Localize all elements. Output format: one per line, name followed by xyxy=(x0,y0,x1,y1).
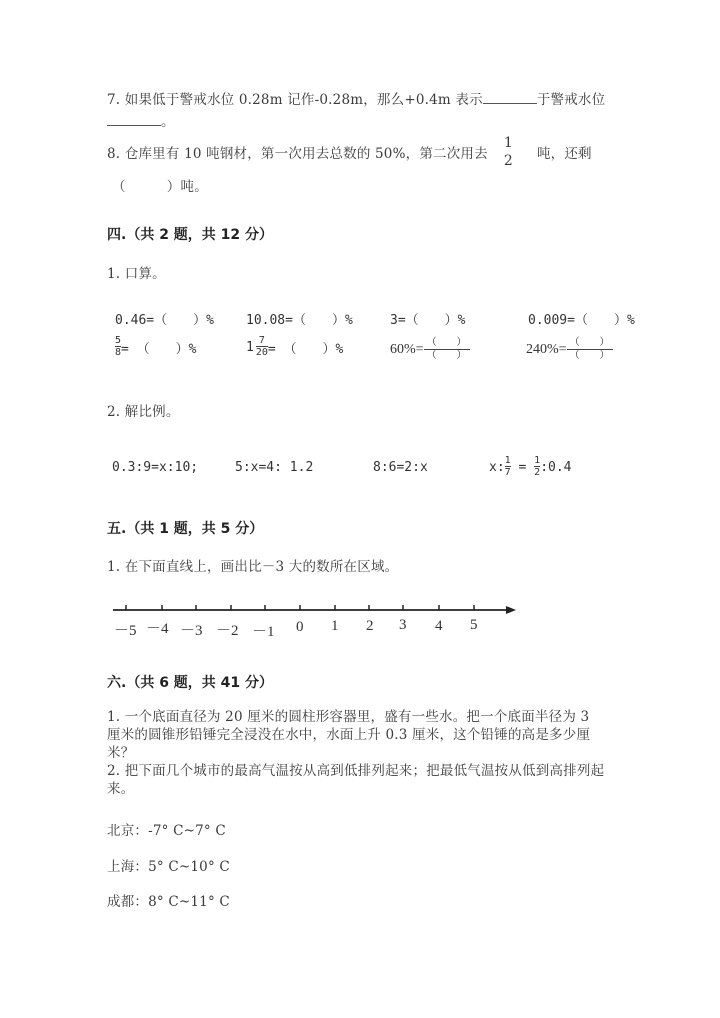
s4-q1-title: 1. 口算。 xyxy=(107,266,166,282)
nl-label-3: 3 xyxy=(399,617,407,633)
city-name: 北京： xyxy=(107,823,149,839)
q7-text-c: 。 xyxy=(161,114,175,130)
frac-den: 7 xyxy=(504,467,511,478)
proportion-item-2: 5:x=4: 1.2 xyxy=(235,460,314,475)
nl-label-5: 5 xyxy=(470,617,478,633)
section-5-heading: 五.（共 1 题，共 5 分） xyxy=(107,521,264,537)
proportion-item-1: 0.3:9=x:10; xyxy=(112,460,199,475)
city-beijing xyxy=(107,819,226,839)
proportion-item-3: 8:6=2:x xyxy=(373,460,428,475)
nl-label--2: －2 xyxy=(216,623,239,639)
nl-label--4: －4 xyxy=(146,621,169,637)
calc-item-5-rest: = （ ）% xyxy=(121,341,197,357)
q8-frac-den: 2 xyxy=(503,153,513,169)
calc-item-6-rest: = （ ）% xyxy=(267,341,344,357)
blank-num: （ ） xyxy=(567,338,613,350)
calc-item-2: 10.08=（ ）% xyxy=(246,313,353,328)
calc-item-3: 3=（ ）% xyxy=(390,313,466,328)
q8-frac-num: 1 xyxy=(503,135,513,151)
nl-label-4: 4 xyxy=(435,618,443,634)
q7-text-b: 于警戒水位 xyxy=(536,92,606,108)
q8-text-c: （ ）吨。 xyxy=(112,179,208,195)
section-6-heading: 六.（共 6 题，共 41 分） xyxy=(107,675,274,691)
city-temp-range: 8° C~11° C xyxy=(148,894,230,910)
city-name: 成都： xyxy=(107,894,149,910)
nl-label--5: －5 xyxy=(114,623,137,639)
prop-lead: x: xyxy=(489,459,505,475)
prop-equals: = xyxy=(510,459,535,475)
nl-label-2: 2 xyxy=(366,618,374,634)
frac-den: 8 xyxy=(115,347,122,358)
calc-item-7-lead: 60%= xyxy=(390,341,424,357)
frac-den: 20 xyxy=(255,347,268,358)
calc-item-1: 0.46=（ ）% xyxy=(115,313,214,328)
nl-label--3: －3 xyxy=(180,623,203,639)
city-chengdu xyxy=(107,890,230,910)
blank-den: （ ） xyxy=(426,350,467,361)
mixed-whole: 1 xyxy=(246,339,254,355)
frac-num: 1 xyxy=(534,455,541,466)
q7-text-a: 7. 如果低于警戒水位 0.28m 记作-0.28m，那么+0.4m 表示 xyxy=(107,92,483,108)
city-temp-range: -7° C~7° C xyxy=(148,823,226,839)
s6-q2: 2. 把下面几个城市的最高气温按从高到低排列起来；把最低气温按从低到高排列起来。 xyxy=(107,763,605,797)
calc-item-4: 0.009=（ ）% xyxy=(528,313,635,328)
q8-text-b: 吨，还剩 xyxy=(536,146,592,162)
frac-num: 7 xyxy=(258,335,265,346)
frac-den: 2 xyxy=(534,467,541,478)
city-shanghai xyxy=(107,855,230,875)
blank-den: （ ） xyxy=(569,350,610,361)
frac-num: 1 xyxy=(504,455,511,466)
s5-q1-title: 1. 在下面直线上，画出比－3 大的数所在区域。 xyxy=(107,559,399,575)
nl-label-1: 1 xyxy=(331,618,339,634)
nl-label--1: －1 xyxy=(252,624,275,640)
s4-q2-title: 2. 解比例。 xyxy=(107,404,180,420)
frac-num: 5 xyxy=(115,335,122,346)
blank-num: （ ） xyxy=(424,338,470,350)
calc-item-8-lead: 240%= xyxy=(526,341,567,357)
section-4-heading: 四.（共 2 题，共 12 分） xyxy=(107,227,274,243)
nl-label-0: 0 xyxy=(296,619,304,635)
city-name: 上海： xyxy=(107,859,149,875)
prop-tail: :0.4 xyxy=(540,459,572,475)
q8-text-a: 8. 仓库里有 10 吨钢材，第一次用去总数的 50%，第二次用去 xyxy=(107,146,488,162)
city-temp-range: 5° C~10° C xyxy=(148,859,230,875)
s6-q1: 1. 一个底面直径为 20 厘米的圆柱形容器里，盛有一些水。把一个底面半径为 3 厘米的圆锥形铅锤完全浸没在水中，水面上升 0.3 厘米，这个铅锤的高是多少厘米？ xyxy=(107,709,591,761)
